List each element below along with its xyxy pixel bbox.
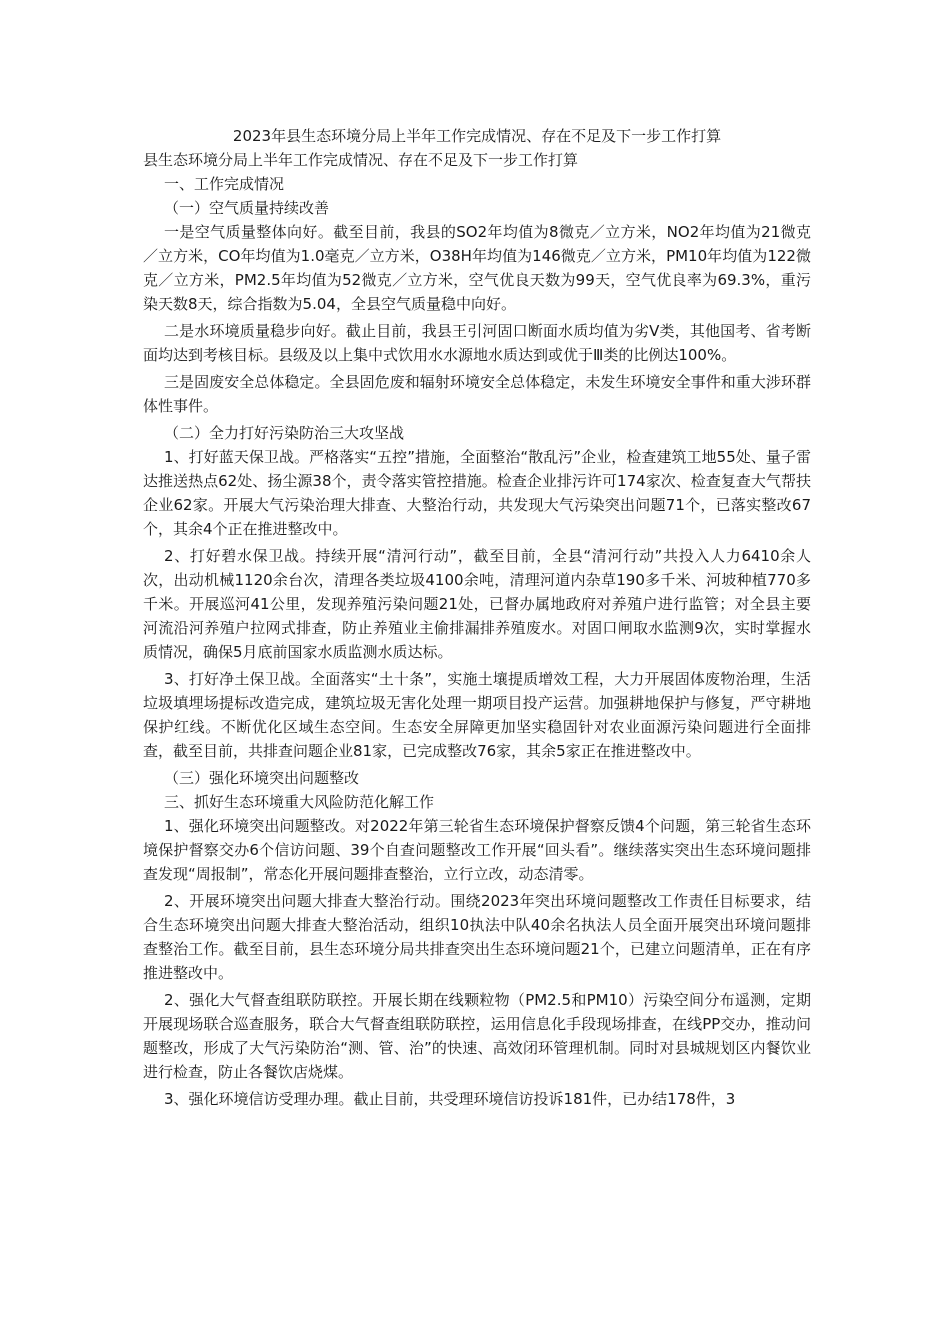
paragraph-rectification-2: 2、开展环境突出问题大排查大整治行动。围绕2023年突出环境问题整改工作责任目标要求，结合生态环境突出问题大排查大整治活动，组织10执法中队40余名执法人员全面开展突出环境问题排查整治工作。截至目前，县生态环境分局共排查突出生态环境问题21个，已建立问题清单，正在有序推进整改中。 [143,892,811,982]
paragraph-clear-water: 2、打好碧水保卫战。持续开展“清河行动”，截至目前，全县“清河行动”共投入人力6410余人次，出动机械1120余台次，清理各类垃圾4100余吨，清理河道内杂草190多千米、河坡种植770多千米。开展巡河41公里，发现养殖污染问题21处，已督办属地政府对养殖户进行监管；对全县主要河流沿河养殖户拉网式排查，防止养殖业主偷排漏排养殖废水。对固口闸取水监测9次，实时掌握水质情况，确保5月底前国家水质监测水质达标。 [143,547,811,661]
paragraph-joint-control: 2、强化大气督查组联防联控。开展长期在线颗粒物（PM2.5和PM10）污染空间分布遥测，定期开展现场联合巡查服务，联合大气督查组联防联控，运用信息化手段现场排查，在线PP交办，推动问题整改，形成了大气污染防治“测、管、治”的快速、高效闭环管理机制。同时对县城规划区内餐饮业进行检查，防止各餐饮店烧煤。 [143,991,811,1081]
document-subtitle: 县生态环境分局上半年工作完成情况、存在不足及下一步工作打算 [143,151,579,169]
paragraph-blue-sky: 1、打好蓝天保卫战。严格落实“五控”措施，全面整治“散乱污”企业，检查建筑工地55处、量子雷达推送热点62处、扬尘源38个，责令落实管控措施。检查企业排污许可174家次、检查复查大气帮扶企业62家。开展大气污染治理大排查、大整治行动，共发现大气污染突出问题71个，已落实整改67个，其余4个正在推进整改中。 [143,448,811,538]
paragraph-solid-waste: 三是固废安全总体稳定。全县固危废和辐射环境安全总体稳定，未发生环境安全事件和重大涉环群体性事件。 [143,373,811,415]
paragraph-rectification-1: 1、强化环境突出问题整改。对2022年第三轮省生态环境保护督察反馈4个问题，第三轮省生态环境保护督察交办6个信访问题、39个自查问题整改工作开展“回头看”。继续落实突出生态环境问题排查发现“周报制”，常态化开展问题排查整治，立行立改，动态清零。 [143,817,811,883]
section-heading-work-completion: 一、工作完成情况 [164,175,285,193]
document-title: 2023年县生态环境分局上半年工作完成情况、存在不足及下一步工作打算 [232,127,722,145]
paragraph-petition: 3、强化环境信访受理办理。截止目前，共受理环境信访投诉181件，已办结178件，3 [164,1090,736,1108]
subsection-heading-rectification: （三）强化环境突出问题整改 [164,769,360,787]
document-page [143,124,811,1114]
section-heading-risk-prevention: 三、抓好生态环境重大风险防范化解工作 [164,793,435,811]
subsection-heading-pollution-battles: （二）全力打好污染防治三大攻坚战 [164,424,405,442]
subsection-heading-air-quality: （一）空气质量持续改善 [164,199,330,217]
paragraph-clean-soil: 3、打好净土保卫战。全面落实“土十条”，实施土壤提质增效工程，大力开展固体废物治理，生活垃圾填埋场提标改造完成，建筑垃圾无害化处理一期项目投产运营。加强耕地保护与修复，严守耕地保护红线。不断优化区域生态空间。生态安全屏障更加坚实稳固针对农业面源污染问题进行全面排查，截至目前，共排查问题企业81家，已完成整改76家，其余5家正在推进整改中。 [143,670,811,760]
paragraph-air-quality: 一是空气质量整体向好。截至目前，我县的SO2年均值为8微克／立方米，NO2年均值为21微克／立方米，CO年均值为1.0毫克／立方米，O38H年均值为146微克／立方米，PM10年均值为122微克／立方米，PM2.5年均值为52微克／立方米，空气优良天数为99天，空气优良率为69.3%，重污染天数8天，综合指数为5.04，全县空气质量稳中向好。 [143,223,811,313]
paragraph-water-quality: 二是水环境质量稳步向好。截止目前，我县王引河固口断面水质均值为劣V类，其他国考、省考断面均达到考核目标。县级及以上集中式饮用水水源地水质达到或优于Ⅲ类的比例达100%。 [143,322,811,364]
